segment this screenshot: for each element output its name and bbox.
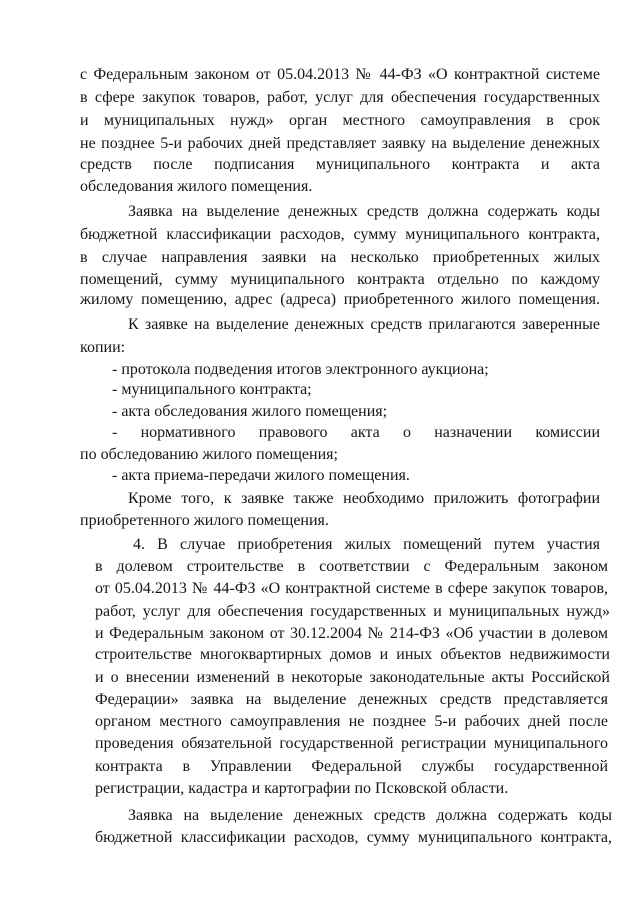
list-item: - нормативного правового акта о назначении комиссии	[112, 424, 600, 441]
text-line: жилому помещению, адрес (адреса) приобретенного жилого помещения.	[80, 291, 600, 308]
list-item-continuation: по обследованию жилого помещения;	[80, 446, 338, 463]
paragraph-first-line: Заявка на выделение денежных средств должна содержать коды	[128, 807, 612, 824]
section-4-first-line: 4. В случае приобретения жилых помещений путем участия	[133, 536, 600, 553]
text-line: проведения обязательной государственной регистрации муниципального	[95, 735, 608, 752]
text-line: приобретенного жилого помещения.	[80, 512, 329, 529]
text-line: органом местного самоуправления не позднее 5-и рабочих дней после	[95, 713, 608, 730]
text-line: копии:	[80, 339, 126, 356]
text-line: бюджетной классификации расходов, сумму муниципального контракта,	[95, 829, 612, 846]
text-line: не позднее 5-и рабочих дней представляет заявку на выделение денежных	[80, 135, 600, 152]
text-line: бюджетной классификации расходов, сумму муниципального контракта,	[80, 226, 600, 243]
text-line: с Федеральным законом от 05.04.2013 № 44-ФЗ «О контрактной системе	[80, 66, 600, 83]
text-line: работ, услуг для обеспечения государственных и муниципальных нужд»	[95, 603, 610, 620]
text-line: и Федеральным законом от 30.12.2004 № 214-ФЗ «Об участии в долевом	[95, 625, 608, 642]
paragraph-first-line: Заявка на выделение денежных средств должна содержать коды	[128, 203, 600, 220]
text-line: и муниципальных нужд» орган местного самоуправления в срок	[80, 112, 600, 129]
text-line: Федерации» заявка на выделение денежных средств представляется	[95, 691, 608, 708]
list-item: - муниципального контракта;	[112, 381, 312, 398]
text-line: в случае направления заявки на несколько приобретенных жилых	[80, 249, 600, 266]
text-line: в долевом строительстве в соответствии с Федеральным законом	[95, 558, 608, 575]
text-line: обследования жилого помещения.	[80, 178, 313, 195]
list-item: - акта обследования жилого помещения;	[112, 403, 388, 420]
text-line: средств после подписания муниципального контракта и акта	[80, 156, 600, 173]
text-line: контракта в Управлении Федеральной службы государственной	[95, 758, 608, 775]
text-line: и о внесении изменений в некоторые законодательные акты Российской	[95, 669, 610, 686]
paragraph-first-line: Кроме того, к заявке также необходимо приложить фотографии	[128, 490, 600, 507]
paragraph-first-line: К заявке на выделение денежных средств прилагаются заверенные	[128, 316, 600, 333]
list-item: - акта приема-передачи жилого помещения.	[112, 467, 410, 484]
list-item: - протокола подведения итогов электронного аукциона;	[112, 361, 489, 378]
text-line: помещений, сумму муниципального контракта отдельно по каждому	[80, 271, 600, 288]
text-line: строительстве многоквартирных домов и иных объектов недвижимости	[95, 646, 610, 663]
text-line: в сфере закупок товаров, работ, услуг для обеспечения государственных	[80, 89, 600, 106]
text-line: от 05.04.2013 № 44-ФЗ «О контрактной системе в сфере закупок товаров,	[95, 580, 608, 597]
text-line: регистрации, кадастра и картографии по Псковской области.	[95, 780, 509, 797]
